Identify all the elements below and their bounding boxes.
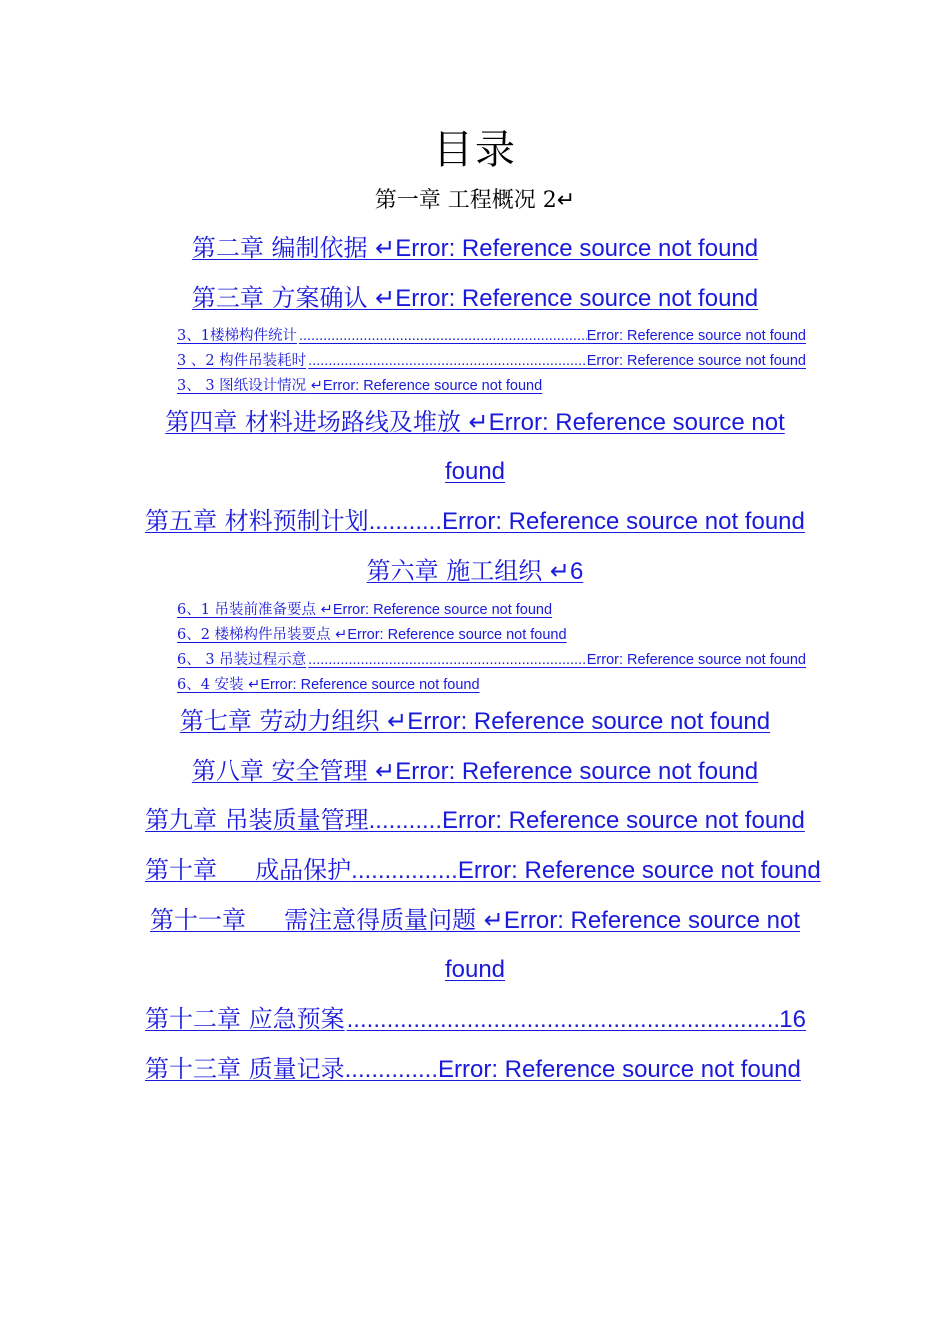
toc-link-chapter-10[interactable]: [145, 856, 821, 884]
toc-entry-page: Error: Reference source not found: [586, 353, 806, 369]
toc-leader-dots: [345, 1004, 780, 1036]
toc-entry-section-6-1[interactable]: [177, 600, 552, 620]
toc-entry-label: 第十二章 应急预案: [145, 1005, 345, 1033]
toc-entry-page: ↵Error: Reference source not found: [375, 285, 759, 312]
toc-link-chapter-11[interactable]: [150, 906, 800, 934]
toc-entry-label: 第二章 编制依据: [191, 234, 376, 262]
toc-entry-page: Error: Reference source not found: [442, 508, 805, 535]
toc-entry-page: Error: Reference source not found: [438, 1056, 801, 1083]
toc-link-chapter-4-continued[interactable]: found: [444, 458, 506, 485]
toc-link-section-6-4[interactable]: [177, 677, 480, 693]
toc-entry-chapter-10[interactable]: [145, 854, 821, 887]
toc-entry-chapter-4-continued[interactable]: [0, 455, 950, 488]
toc-entry-label: 6、 3 吊装过程示意: [177, 652, 307, 668]
toc-leader-dots: [306, 650, 587, 670]
toc-entry-section-3-1[interactable]: [177, 326, 806, 346]
toc-entry-section-6-2[interactable]: [177, 625, 567, 645]
toc-entry-label: 3 、2 构件吊装耗时: [177, 353, 307, 369]
toc-link-chapter-5[interactable]: [145, 507, 805, 535]
toc-entry-page: ↵Error: Reference source not: [483, 907, 801, 934]
toc-entry-label: 第七章 劳动力组织: [179, 707, 388, 735]
toc-entry-label: 第五章 材料预制计划: [145, 507, 369, 535]
toc-entry-label: 第三章 方案确认: [191, 284, 376, 312]
toc-entry-chapter-1: [0, 184, 950, 217]
toc-entry-chapter-2[interactable]: [0, 232, 950, 265]
toc-entry-page: ↵Error: Reference source not found: [387, 708, 771, 735]
toc-entry-page: ↵Error: Reference source not found: [320, 602, 553, 618]
toc-link-chapter-8[interactable]: [192, 757, 758, 785]
toc-entry-page: Error: Reference source not found: [457, 857, 821, 884]
toc-entry-label: 第十三章 质量记录: [145, 1055, 345, 1083]
toc-link-chapter-3[interactable]: [192, 284, 758, 312]
toc-entry-label: 第一章 工程概况 2: [374, 188, 557, 213]
toc-link-chapter-2[interactable]: [192, 234, 758, 262]
toc-link-section-3-3[interactable]: [177, 378, 542, 394]
toc-entry-label: 第八章 安全管理: [191, 757, 376, 785]
toc-link-chapter-11-continued[interactable]: found: [444, 956, 506, 983]
toc-leader-dots: ................: [351, 857, 458, 884]
toc-entry-chapter-6[interactable]: [0, 555, 950, 588]
toc-entry-page: Error: Reference source not found: [586, 652, 806, 668]
toc-entry-page: Error: Reference source not found: [442, 807, 805, 834]
toc-entry-chapter-11[interactable]: [0, 904, 950, 937]
toc-entry-chapter-9[interactable]: [145, 804, 805, 837]
toc-entry-label: 第十一章 需注意得质量问题: [149, 906, 484, 934]
toc-leader-dots: [306, 351, 587, 371]
toc-link-chapter-13[interactable]: [145, 1055, 801, 1083]
toc-entry-chapter-3[interactable]: [0, 282, 950, 315]
toc-entry-section-6-3[interactable]: [177, 650, 806, 670]
toc-entry-chapter-5[interactable]: [145, 505, 805, 538]
toc-entry-page: ↵Error: Reference source not found: [375, 758, 759, 785]
toc-entry-page: ↵Error: Reference source not found: [310, 378, 543, 394]
toc-entry-page: ↵Error: Reference source not found: [248, 677, 480, 693]
toc-leader-dots: [297, 326, 587, 346]
toc-entry-page: ↵Error: Reference source not found: [335, 627, 567, 643]
toc-entry-label: 3、 3 图纸设计情况: [177, 378, 311, 394]
toc-entry-chapter-12[interactable]: [145, 1003, 806, 1036]
toc-entry-label: 第九章 吊装质量管理: [145, 806, 369, 834]
toc-entry-label: 第四章 材料进场路线及堆放: [165, 408, 469, 436]
toc-entry-page: Error: Reference source not found: [586, 328, 806, 344]
toc-link-chapter-7[interactable]: [180, 707, 770, 735]
toc-entry-label: 6、1 吊装前准备要点: [177, 602, 321, 618]
page-title: 目录: [433, 127, 517, 173]
toc-link-chapter-4[interactable]: [165, 408, 785, 436]
toc-leader-dots: ...........: [368, 807, 442, 834]
toc-entry-label: 6、2 楼梯构件吊装要点: [177, 627, 336, 643]
toc-entry-section-6-4[interactable]: [177, 675, 480, 695]
toc-entry-chapter-13[interactable]: [145, 1053, 801, 1086]
paragraph-mark: ↵: [556, 187, 576, 212]
toc-entry-label: 第十章 成品保护: [145, 856, 352, 884]
toc-leader-dots: ...........: [368, 508, 442, 535]
toc-link-section-6-1[interactable]: [177, 602, 552, 618]
toc-link-section-6-2[interactable]: [177, 627, 567, 643]
toc-entry-page: 16: [779, 1006, 806, 1033]
toc-entry-label: 6、4 安装: [177, 677, 249, 693]
toc-entry-label: 第六章 施工组织: [366, 557, 550, 585]
toc-link-chapter-9[interactable]: [145, 806, 805, 834]
toc-entry-page: ↵Error: Reference source not found: [375, 235, 759, 262]
toc-entry-section-3-3[interactable]: [177, 376, 542, 396]
toc-link-chapter-6[interactable]: [367, 557, 584, 585]
toc-entry-chapter-4[interactable]: [0, 406, 950, 439]
toc-entry-chapter-7[interactable]: [0, 705, 950, 738]
toc-entry-page: ↵6: [549, 558, 584, 585]
toc-entry-chapter-8[interactable]: [0, 755, 950, 788]
toc-entry-page: ↵Error: Reference source not: [468, 409, 785, 436]
toc-entry-section-3-2[interactable]: [177, 351, 806, 371]
toc-entry-chapter-11-continued[interactable]: [0, 953, 950, 986]
toc-leader-dots: ..............: [344, 1056, 438, 1083]
toc-entry-label: 3、1楼梯构件统计: [177, 328, 297, 344]
